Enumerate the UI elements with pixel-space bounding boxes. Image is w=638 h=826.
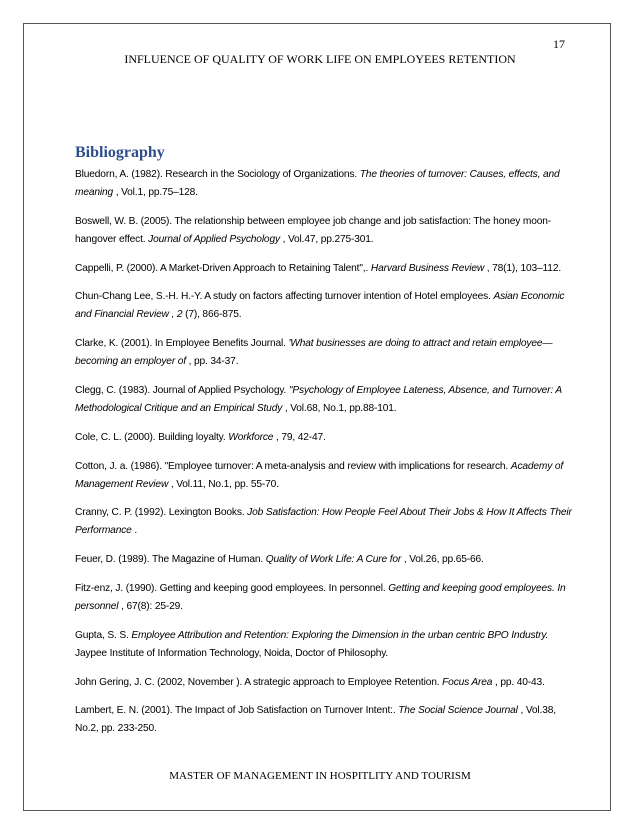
reference-title: Quality of Work Life: A Cure for bbox=[265, 554, 402, 566]
reference-text: Clegg, C. (1983). Journal of Applied Psychology. bbox=[75, 384, 289, 396]
reference-title: 'What businesses are doing to attract and retain employee—becoming an employer of bbox=[75, 338, 553, 368]
reference-details: , Vol.26, pp.65-66. bbox=[401, 554, 484, 566]
reference-details: , pp. 40-43. bbox=[492, 676, 545, 688]
reference-details: , Vol.11, No.1, pp. 55-70. bbox=[168, 478, 279, 490]
reference-details: , Vol.1, pp.75–128. bbox=[113, 187, 198, 198]
bibliography-heading: Bibliography bbox=[75, 144, 165, 161]
reference-text: Lambert, E. N. (2001). The Impact of Job Satisfaction on Turnover Intent:. bbox=[75, 705, 399, 717]
reference-text: Cranny, C. P. (1992). Lexington Books. bbox=[75, 507, 248, 519]
reference-entry bbox=[75, 288, 575, 324]
reference-title: The theories of turnover: Causes, effects, and meaning bbox=[75, 169, 560, 198]
reference-list bbox=[75, 166, 575, 749]
reference-text: Feuer, D. (1989). The Magazine of Human. bbox=[75, 554, 266, 566]
reference-title: Journal of Applied Psychology bbox=[148, 233, 280, 245]
reference-entry bbox=[75, 580, 575, 616]
reference-entry bbox=[75, 458, 575, 494]
reference-title: Academy of Management Review bbox=[75, 460, 564, 490]
reference-entry bbox=[75, 429, 575, 447]
reference-entry bbox=[75, 213, 575, 249]
reference-text: Bluedorn, A. (1982). Research in the Sociology of Organizations. bbox=[75, 169, 360, 180]
reference-entry bbox=[75, 627, 575, 663]
reference-text: John Gering, J. C. (2002, November ). A strategic approach to Employee Retention. bbox=[75, 676, 443, 688]
running-header: INFLUENCE OF QUALITY OF WORK LIFE ON EMPLOYEES RETENTION bbox=[124, 52, 516, 66]
reference-text: Gupta, S. S. bbox=[75, 629, 132, 641]
reference-entry bbox=[75, 504, 575, 540]
reference-title: Focus Area bbox=[442, 676, 493, 688]
reference-title: Asian Economic and Financial Review , 2 bbox=[75, 291, 565, 321]
reference-title: Workforce bbox=[228, 431, 274, 443]
reference-details: Jaypee Institute of Information Technology, Noida, Doctor of Philosophy. bbox=[75, 647, 389, 659]
reference-details: , 79, 42-47. bbox=[273, 431, 326, 443]
reference-details: , Vol.47, pp.275-301. bbox=[279, 233, 374, 245]
reference-entry bbox=[75, 674, 575, 692]
reference-entry bbox=[75, 702, 575, 738]
reference-details: (7), 866-875. bbox=[182, 309, 242, 321]
reference-entry bbox=[75, 551, 575, 569]
reference-entry bbox=[75, 260, 575, 278]
reference-details: , 67(8): 25-29. bbox=[118, 600, 183, 612]
page-number: 17 bbox=[553, 37, 565, 51]
reference-entry bbox=[75, 166, 575, 202]
reference-title: The Social Science Journal bbox=[398, 705, 518, 717]
reference-details: . bbox=[131, 525, 138, 537]
reference-text: Cappelli, P. (2000). A Market-Driven Approach to Retaining Talent",. bbox=[75, 262, 371, 274]
reference-details: , pp. 34-37. bbox=[185, 356, 239, 368]
reference-text: Cotton, J. a. (1986). "Employee turnover: A meta-analysis and review with implications for research. bbox=[75, 460, 511, 472]
reference-entry bbox=[75, 335, 575, 371]
reference-details: , 78(1), 103–112. bbox=[484, 262, 562, 274]
reference-title: Getting and keeping good employees. In personnel bbox=[75, 582, 566, 612]
reference-entry bbox=[75, 382, 575, 418]
page-footer: MASTER OF MANAGEMENT IN HOSPITLITY AND TOURISM bbox=[169, 770, 471, 782]
reference-title: Job Satisfaction: How People Feel About Their Jobs & How It Affects Their Performance bbox=[75, 507, 572, 537]
reference-details: , Vol.68, No.1, pp.88-101. bbox=[282, 402, 397, 414]
reference-text: Chun-Chang Lee, S.-H. H.-Y. A study on factors affecting turnover intention of Hotel employees. bbox=[75, 291, 494, 303]
reference-title: Harvard Business Review bbox=[370, 262, 485, 274]
reference-text: Fitz-enz, J. (1990). Getting and keeping good employees. In personnel. bbox=[75, 582, 389, 594]
reference-title: Employee Attribution and Retention: Exploring the Dimension in the urban centric BPO Industry. bbox=[131, 629, 549, 641]
reference-title: "Psychology of Employee Lateness, Absence, and Turnover: A Methodological Critique and an Empirical Study bbox=[75, 384, 562, 414]
reference-details: , Vol.38, No.2, pp. 233-250. bbox=[75, 705, 556, 735]
reference-text: Boswell, W. B. (2005). The relationship between employee job change and job satisfaction: The honey moon-hangover effect. bbox=[75, 215, 551, 245]
reference-text: Cole, C. L. (2000). Building loyalty. bbox=[75, 431, 229, 443]
reference-text: Clarke, K. (2001). In Employee Benefits Journal. bbox=[75, 338, 289, 350]
